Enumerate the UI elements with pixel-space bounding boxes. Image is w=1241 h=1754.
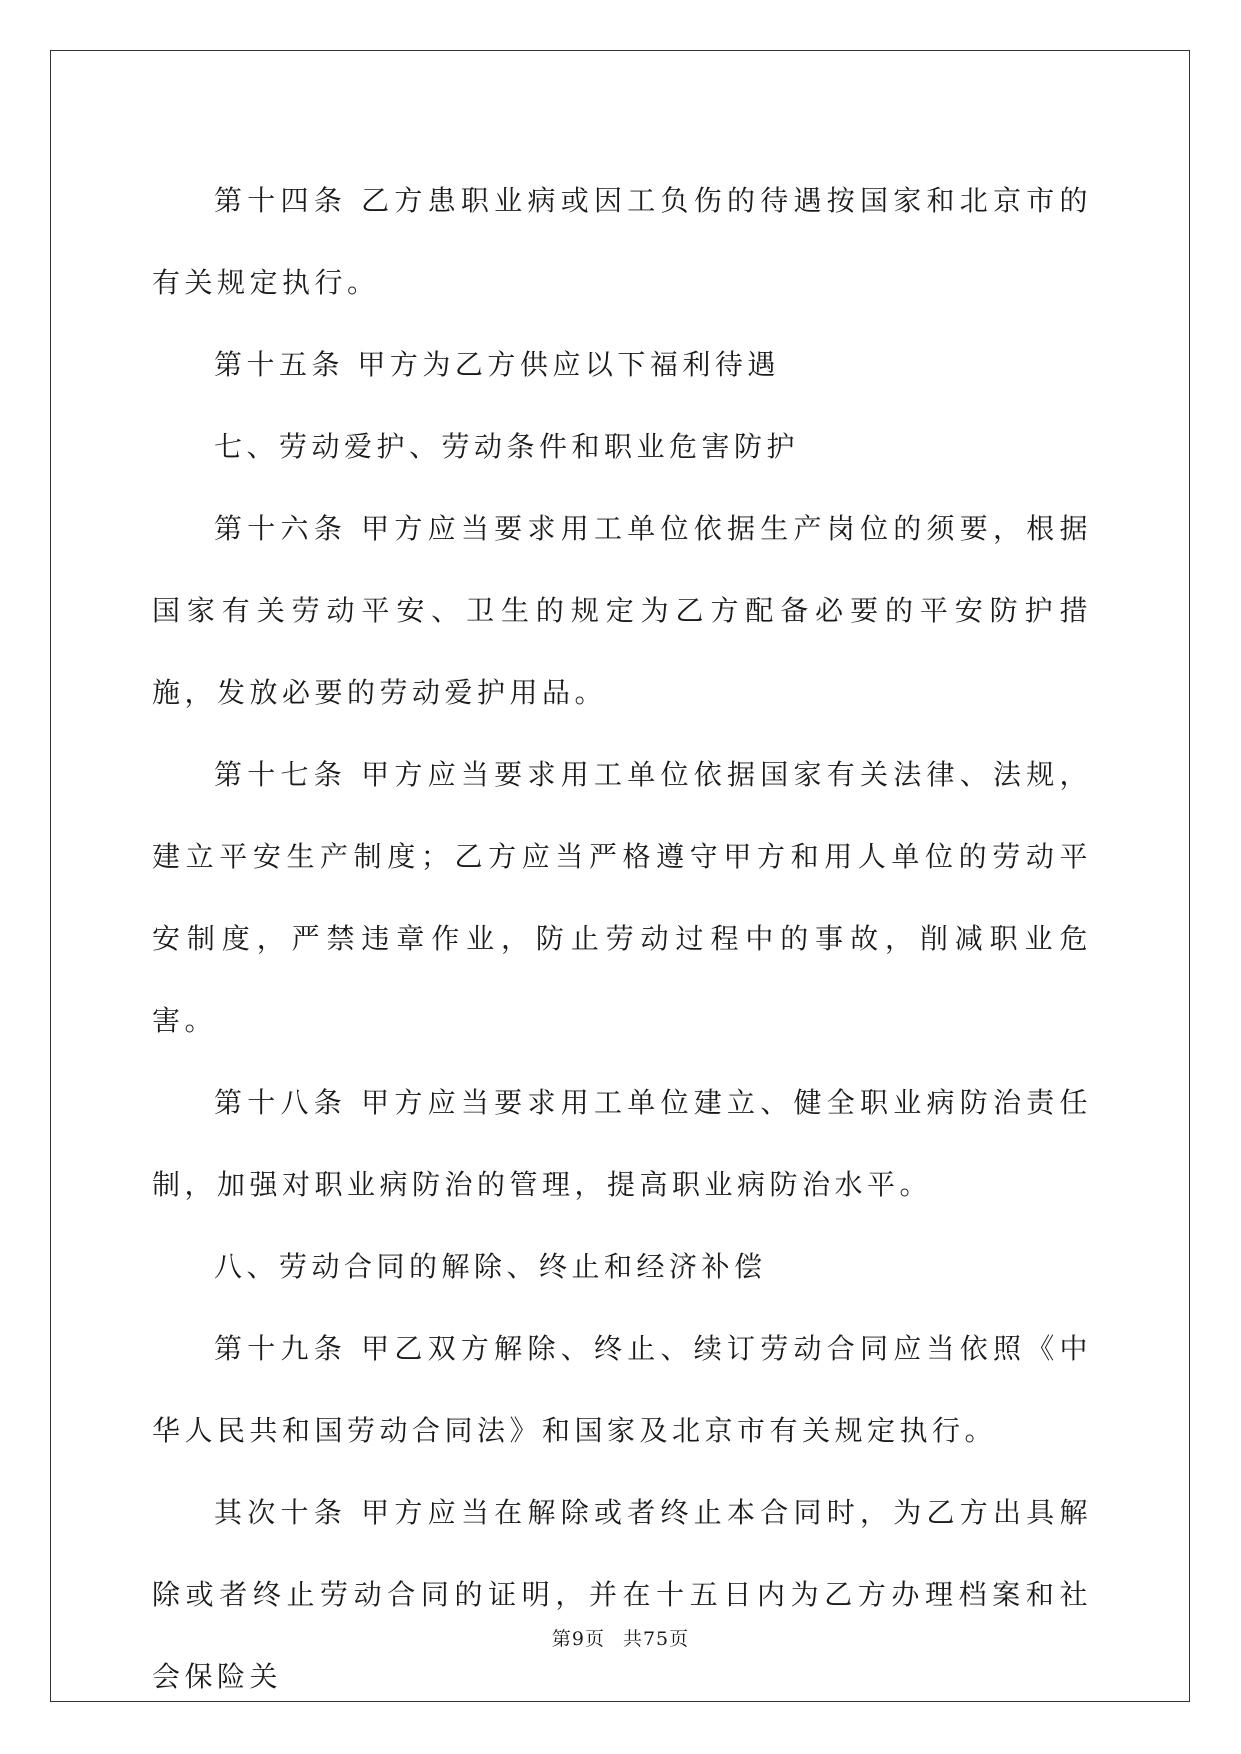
paragraph-article-17: 第十七条 甲方应当要求用工单位依据国家有关法律、法规，建立平安生产制度；乙方应当严格遵守甲方和用人单位的劳动平安制度，严禁违章作业，防止劳动过程中的事故，削减职业危害。 (152, 758, 1092, 1037)
paragraph-article-15: 第十五条 甲方为乙方供应以下福利待遇 (214, 348, 780, 381)
section-heading-7: 七、劳动爱护、劳动条件和职业危害防护 (214, 430, 800, 463)
page-footer (0, 1624, 1241, 1651)
paragraph-article-18: 第十八条 甲方应当要求用工单位建立、健全职业病防治责任制，加强对职业病防治的管理，提高职业病防治水平。 (152, 1086, 1092, 1201)
document-body (152, 160, 1092, 1718)
page-total: 共75页 (622, 1628, 690, 1650)
paragraph-article-16: 第十六条 甲方应当要求用工单位依据生产岗位的须要，根据国家有关劳动平安、卫生的规定为乙方配备必要的平安防护措施，发放必要的劳动爱护用品。 (152, 512, 1092, 709)
paragraph-article-20: 其次十条 甲方应当在解除或者终止本合同时，为乙方出具解除或者终止劳动合同的证明，并在十五日内为乙方办理档案和社会保险关 (152, 1496, 1092, 1693)
paragraph-article-19: 第十九条 甲乙双方解除、终止、续订劳动合同应当依照《中华人民共和国劳动合同法》和国家及北京市有关规定执行。 (152, 1332, 1092, 1447)
page-number: 第9页 (551, 1628, 605, 1650)
section-heading-8: 八、劳动合同的解除、终止和经济补偿 (214, 1250, 767, 1283)
paragraph-article-14: 第十四条 乙方患职业病或因工负伤的待遇按国家和北京市的有关规定执行。 (152, 184, 1092, 299)
